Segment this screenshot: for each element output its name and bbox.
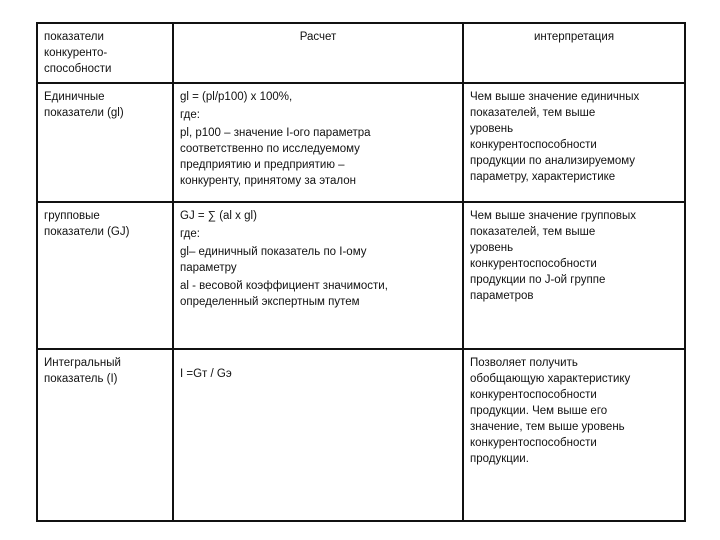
row-indicator [37,83,173,202]
row-interpretation [463,83,685,202]
cell-line: конкурентоспособности [470,139,597,151]
table-row [37,349,685,521]
cell-line: определенный экспертным путем [180,296,360,308]
table-row [37,202,685,349]
cell-line: где: [180,228,200,240]
cell-line: продукции по анализируемому [470,155,636,167]
row-indicator [37,202,173,349]
header-indicators [37,23,173,83]
cell-line: конкурентоспособности [470,258,597,270]
row-interpretation [463,349,685,521]
cell-line: gl– единичный показатель по I-ому [180,246,367,258]
cell-line: конкурентоспособности [470,389,597,401]
row-indicator [37,349,173,521]
cell-line: параметру, характеристике [470,171,616,183]
header-calculation: Расчет [173,23,463,83]
cell-line: Чем выше значение групповых [470,210,637,222]
cell-line: Позволяет получить [470,357,578,369]
cell-line: параметру [180,262,237,274]
table-header-row [37,23,685,83]
row-calculation [173,83,463,202]
competitiveness-table [36,22,686,522]
cell-line: конкурентоспособности [470,437,597,449]
row-interpretation [463,202,685,349]
cell-line: групповые [44,210,100,222]
cell-line: al - весовой коэффициент значимости, [180,280,388,292]
cell-line: Чем выше значение единичных [470,91,640,103]
cell-line: gl = (pl/p100) x 100%, [180,91,293,103]
cell-line: соответственно по исследуемому [180,143,360,155]
cell-line: показателей, тем выше [470,107,596,119]
cell-line: обобщающую характеристику [470,373,631,385]
cell-line: Единичные [44,91,105,103]
header-text: способности [44,63,112,75]
cell-line: предприятию и предприятию – [180,159,345,171]
cell-line: значение, тем выше уровень [470,421,625,433]
cell-line: продукции. Чем выше его [470,405,608,417]
cell-line: продукции. [470,453,529,465]
cell-line: где: [180,109,200,121]
header-text: конкуренто- [44,47,108,59]
cell-line: показатель (I) [44,373,118,385]
cell-line: показатели (GJ) [44,226,130,238]
header-text: показатели [44,31,104,43]
row-calculation [173,349,463,521]
row-calculation [173,202,463,349]
cell-line: pl, p100 – значение I-ого параметра [180,127,371,139]
cell-line: Интегральный [44,357,121,369]
cell-line: конкуренту, принятому за эталон [180,175,356,187]
cell-line: GJ = ∑ (al x gl) [180,210,257,222]
cell-line: параметров [470,290,534,302]
cell-line: I =Gт / Gэ [180,368,232,380]
cell-line: показатели (gl) [44,107,124,119]
table-row [37,83,685,202]
cell-line: уровень [470,123,514,135]
cell-line: показателей, тем выше [470,226,596,238]
header-interpretation: интерпретация [463,23,685,83]
cell-line: уровень [470,242,514,254]
cell-line: продукции по J-ой группе [470,274,606,286]
